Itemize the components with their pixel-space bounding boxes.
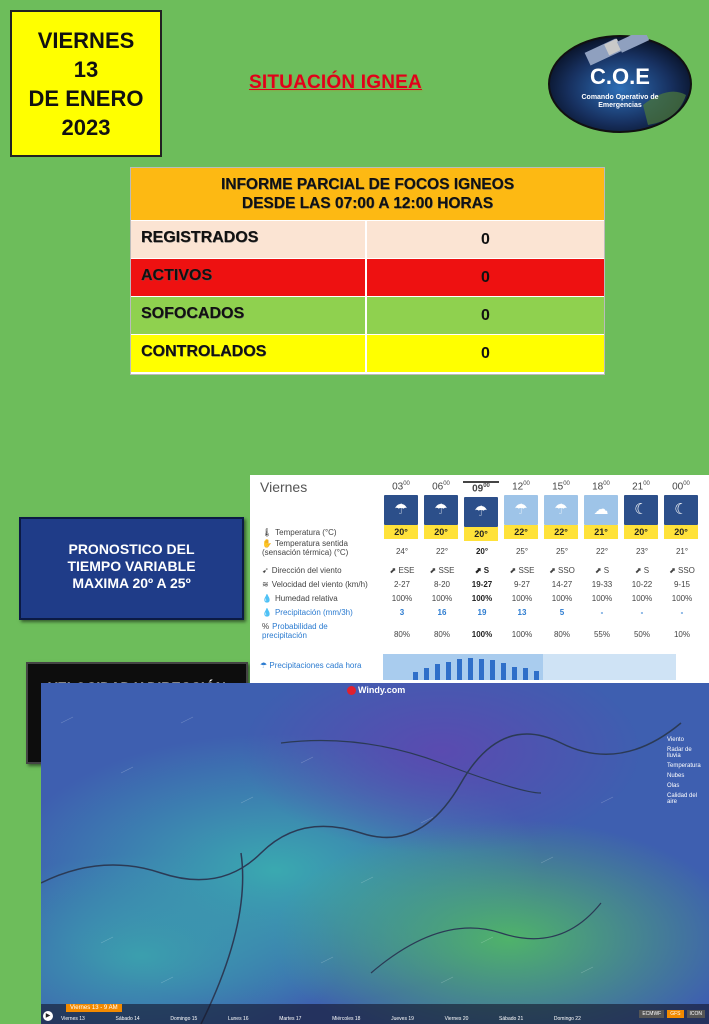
timeline-day[interactable]: Lunes 16 (227, 1016, 249, 1022)
forecast-cell: 100% (391, 594, 413, 603)
forecast-hour-label: $09^{00}$ (463, 481, 499, 496)
forecast-row-label: 💧 Precipitación (mm/3h) (262, 608, 353, 617)
forecast-cell: 10% (673, 630, 690, 639)
timeline-day[interactable]: Miércoles 18 (332, 1016, 361, 1022)
weather-icon: ☂ (544, 495, 578, 525)
forecast-cell: 25° (555, 547, 569, 556)
map-layer-item[interactable]: Olas (667, 783, 680, 789)
forecast-temp: 20° (464, 527, 498, 541)
map-layer-item[interactable]: Temperatura (667, 763, 701, 769)
date-year: 2023 (61, 114, 111, 140)
forecast-temp: 22° (504, 525, 538, 539)
forecast-cell: 5 (559, 608, 565, 617)
forecast-temp: 20° (384, 525, 418, 539)
forecast-cell: 22° (435, 547, 449, 556)
forecast-cell: 3 (399, 608, 405, 617)
forecast-temp: 21° (584, 525, 618, 539)
forecast-temp: 22° (544, 525, 578, 539)
date-box (10, 10, 162, 157)
forecast-hour-label: $00^{00}$ (672, 481, 690, 493)
precip-bar (523, 668, 528, 680)
forecast-cell: - (640, 608, 644, 617)
precip-bar (468, 658, 473, 680)
report-row-controlados: CONTROLADOS 0 (131, 334, 604, 372)
forecast-temp: 20° (424, 525, 458, 539)
report-row-activos: ACTIVOS 0 (131, 258, 604, 296)
forecast-summary-box: PRONOSTICO DEL TIEMPO VARIABLE MAXIMA 20º A 25º (19, 517, 244, 620)
forecast-cell: 100% (431, 594, 453, 603)
forecast-cell: 100% (511, 630, 533, 639)
forecast-cell: 21° (675, 547, 689, 556)
map-layer-item[interactable]: Viento (667, 737, 684, 743)
forecast-cell: 16 (437, 608, 447, 617)
map-timeline[interactable] (41, 1004, 709, 1024)
forecast-row (250, 566, 709, 578)
forecast-cell: 19 (477, 608, 487, 617)
report-row-sofocados: SOFOCADOS 0 (131, 296, 604, 334)
date-month: DE ENERO (28, 85, 144, 111)
weather-icon: ☂ (504, 495, 538, 525)
precip-bar (457, 659, 462, 680)
forecast-hour-label: $06^{00}$ (432, 481, 450, 493)
weather-icon: ☂ (464, 497, 498, 527)
forecast-hour-label: $15^{00}$ (552, 481, 570, 493)
forecast-cell: 13 (517, 608, 527, 617)
forecast-cell: 23° (635, 547, 649, 556)
forecast-cell: 100% (671, 594, 693, 603)
timeline-day[interactable]: Martes 17 (279, 1016, 302, 1022)
weather-icon: ☂ (384, 495, 418, 525)
forecast-cell: 9-15 (673, 580, 690, 589)
forecast-cell: ⬈ ESE (389, 566, 415, 575)
svg-text:Comando Operativo de: Comando Operativo de (581, 94, 659, 101)
model-button[interactable]: GFS (667, 1010, 683, 1018)
map-layer-item[interactable]: Calidad del aire (667, 793, 698, 805)
date-day: 13 (73, 56, 99, 82)
precip-bar (490, 660, 495, 680)
model-button[interactable]: ECMWF (639, 1010, 664, 1018)
forecast-cell: 22° (595, 547, 609, 556)
wind-map[interactable] (41, 683, 709, 1024)
precip-bar (512, 667, 517, 680)
timeline-day[interactable]: Jueves 19 (391, 1016, 414, 1022)
forecast-cell: ⬈ S (594, 566, 610, 575)
timeline-day[interactable]: Sábado 14 (115, 1016, 140, 1022)
timeline-day[interactable]: Viernes 20 (444, 1016, 469, 1022)
map-layer-item[interactable]: Nubes (667, 773, 685, 779)
forecast-cell: 80% (393, 630, 410, 639)
map-layer-menu[interactable] (659, 683, 707, 1024)
timeline-day[interactable]: Domingo 15 (170, 1016, 198, 1022)
forecast-cell: ⬈ SSO (669, 566, 695, 575)
timeline-day[interactable]: Sábado 21 (499, 1016, 524, 1022)
forecast-cell: ⬈ SSO (549, 566, 575, 575)
precip-bar (501, 663, 506, 680)
precip-bar (479, 659, 484, 680)
forecast-cell: 100% (471, 594, 493, 603)
forecast-hour-label: $18^{00}$ (592, 481, 610, 493)
precip-bar (424, 668, 429, 680)
timeline-days[interactable] (61, 1016, 581, 1022)
forecast-cell: 10-22 (631, 580, 653, 589)
date-weekday: VIERNES (37, 27, 135, 53)
windy-logo[interactable]: Windy.com (347, 685, 405, 695)
coe-logo (548, 35, 692, 133)
forecast-cell: 100% (591, 594, 613, 603)
forecast-row-label: ➹ Dirección del viento (262, 566, 342, 575)
forecast-row (250, 608, 709, 620)
timeline-current-time: Viernes 13 - 9 AM (66, 1004, 122, 1012)
forecast-cell: - (600, 608, 604, 617)
forecast-row (250, 580, 709, 592)
page-title: SITUACIÓN IGNEA (249, 72, 422, 93)
forecast-row-label: 💧 Humedad relativa (262, 594, 338, 603)
forecast-row (250, 594, 709, 606)
forecast-temp: 20° (664, 525, 698, 539)
svg-text:Emergencias: Emergencias (598, 102, 642, 109)
forecast-cell: ⬈ SSE (509, 566, 535, 575)
forecast-cell: 100% (471, 630, 493, 639)
forecast-cell: 100% (551, 594, 573, 603)
timeline-day[interactable]: Domingo 22 (553, 1016, 581, 1022)
weather-forecast-panel (250, 475, 709, 684)
forecast-row-label: ✋ Temperatura sentida (sensación térmica) (°C) (262, 539, 349, 557)
forecast-row (250, 622, 709, 640)
fire-report-table (130, 167, 605, 375)
hourly-precip-label: ☂ Precipitaciones cada hora (260, 661, 362, 670)
forecast-cell: 24° (395, 547, 409, 556)
rain-icon: ☂ (260, 661, 270, 670)
forecast-cell: 9-27 (513, 580, 530, 589)
weather-icon: ☾ (664, 495, 698, 525)
forecast-row (250, 539, 709, 557)
forecast-cell: 100% (631, 594, 653, 603)
precip-highlight (383, 654, 543, 680)
map-layer-item[interactable]: Radar de lluvia (667, 747, 692, 759)
forecast-cell: ⬈ S (474, 566, 490, 575)
forecast-cell: 50% (633, 630, 650, 639)
model-button[interactable]: ICON (687, 1010, 706, 1018)
forecast-hour-label: $03^{00}$ (392, 481, 410, 493)
forecast-cell: 19-27 (471, 580, 493, 589)
timeline-day[interactable]: Viernes 13 (61, 1016, 85, 1022)
forecast-cell: 80% (433, 630, 450, 639)
forecast-cell: 20° (475, 547, 489, 556)
weather-icon: ☾ (624, 495, 658, 525)
forecast-cell: 14-27 (551, 580, 573, 589)
forecast-cell: 2-27 (393, 580, 410, 589)
forecast-cell: 19-33 (591, 580, 613, 589)
forecast-cell: 100% (511, 594, 533, 603)
forecast-cell: 25° (515, 547, 529, 556)
forecast-hour-label: $21^{00}$ (632, 481, 650, 493)
logo-text: C.O.E (590, 64, 650, 89)
report-row-registrados: REGISTRADOS 0 (131, 220, 604, 258)
forecast-cell: 80% (553, 630, 570, 639)
report-header: INFORME PARCIAL DE FOCOS IGNEOS DESDE LAS 07:00 A 12:00 HORAS (131, 168, 604, 220)
precip-bar (446, 662, 451, 680)
forecast-row-label: % Probabilidad de precipitación (262, 622, 328, 640)
model-buttons[interactable] (639, 1010, 705, 1018)
forecast-day: Viernes (260, 479, 308, 495)
forecast-temp: 20° (624, 525, 658, 539)
hourly-precip-chart (383, 654, 676, 680)
forecast-hour-label: $12^{00}$ (512, 481, 530, 493)
precip-bar (413, 672, 418, 680)
play-icon[interactable]: ▶ (43, 1011, 53, 1021)
weather-icon: ☂ (424, 495, 458, 525)
forecast-row-label: ≋ Velocidad del viento (km/h) (262, 580, 368, 589)
forecast-cell: 55% (593, 630, 610, 639)
weather-icon: ☁ (584, 495, 618, 525)
forecast-cell: ⬈ SSE (429, 566, 455, 575)
forecast-cell: ⬈ S (634, 566, 650, 575)
forecast-row-label: 🌡 Temperatura (°C) (262, 528, 337, 537)
forecast-cell: - (680, 608, 684, 617)
precip-bar (534, 671, 539, 680)
precip-bar (435, 664, 440, 680)
forecast-cell: 8-20 (433, 580, 450, 589)
